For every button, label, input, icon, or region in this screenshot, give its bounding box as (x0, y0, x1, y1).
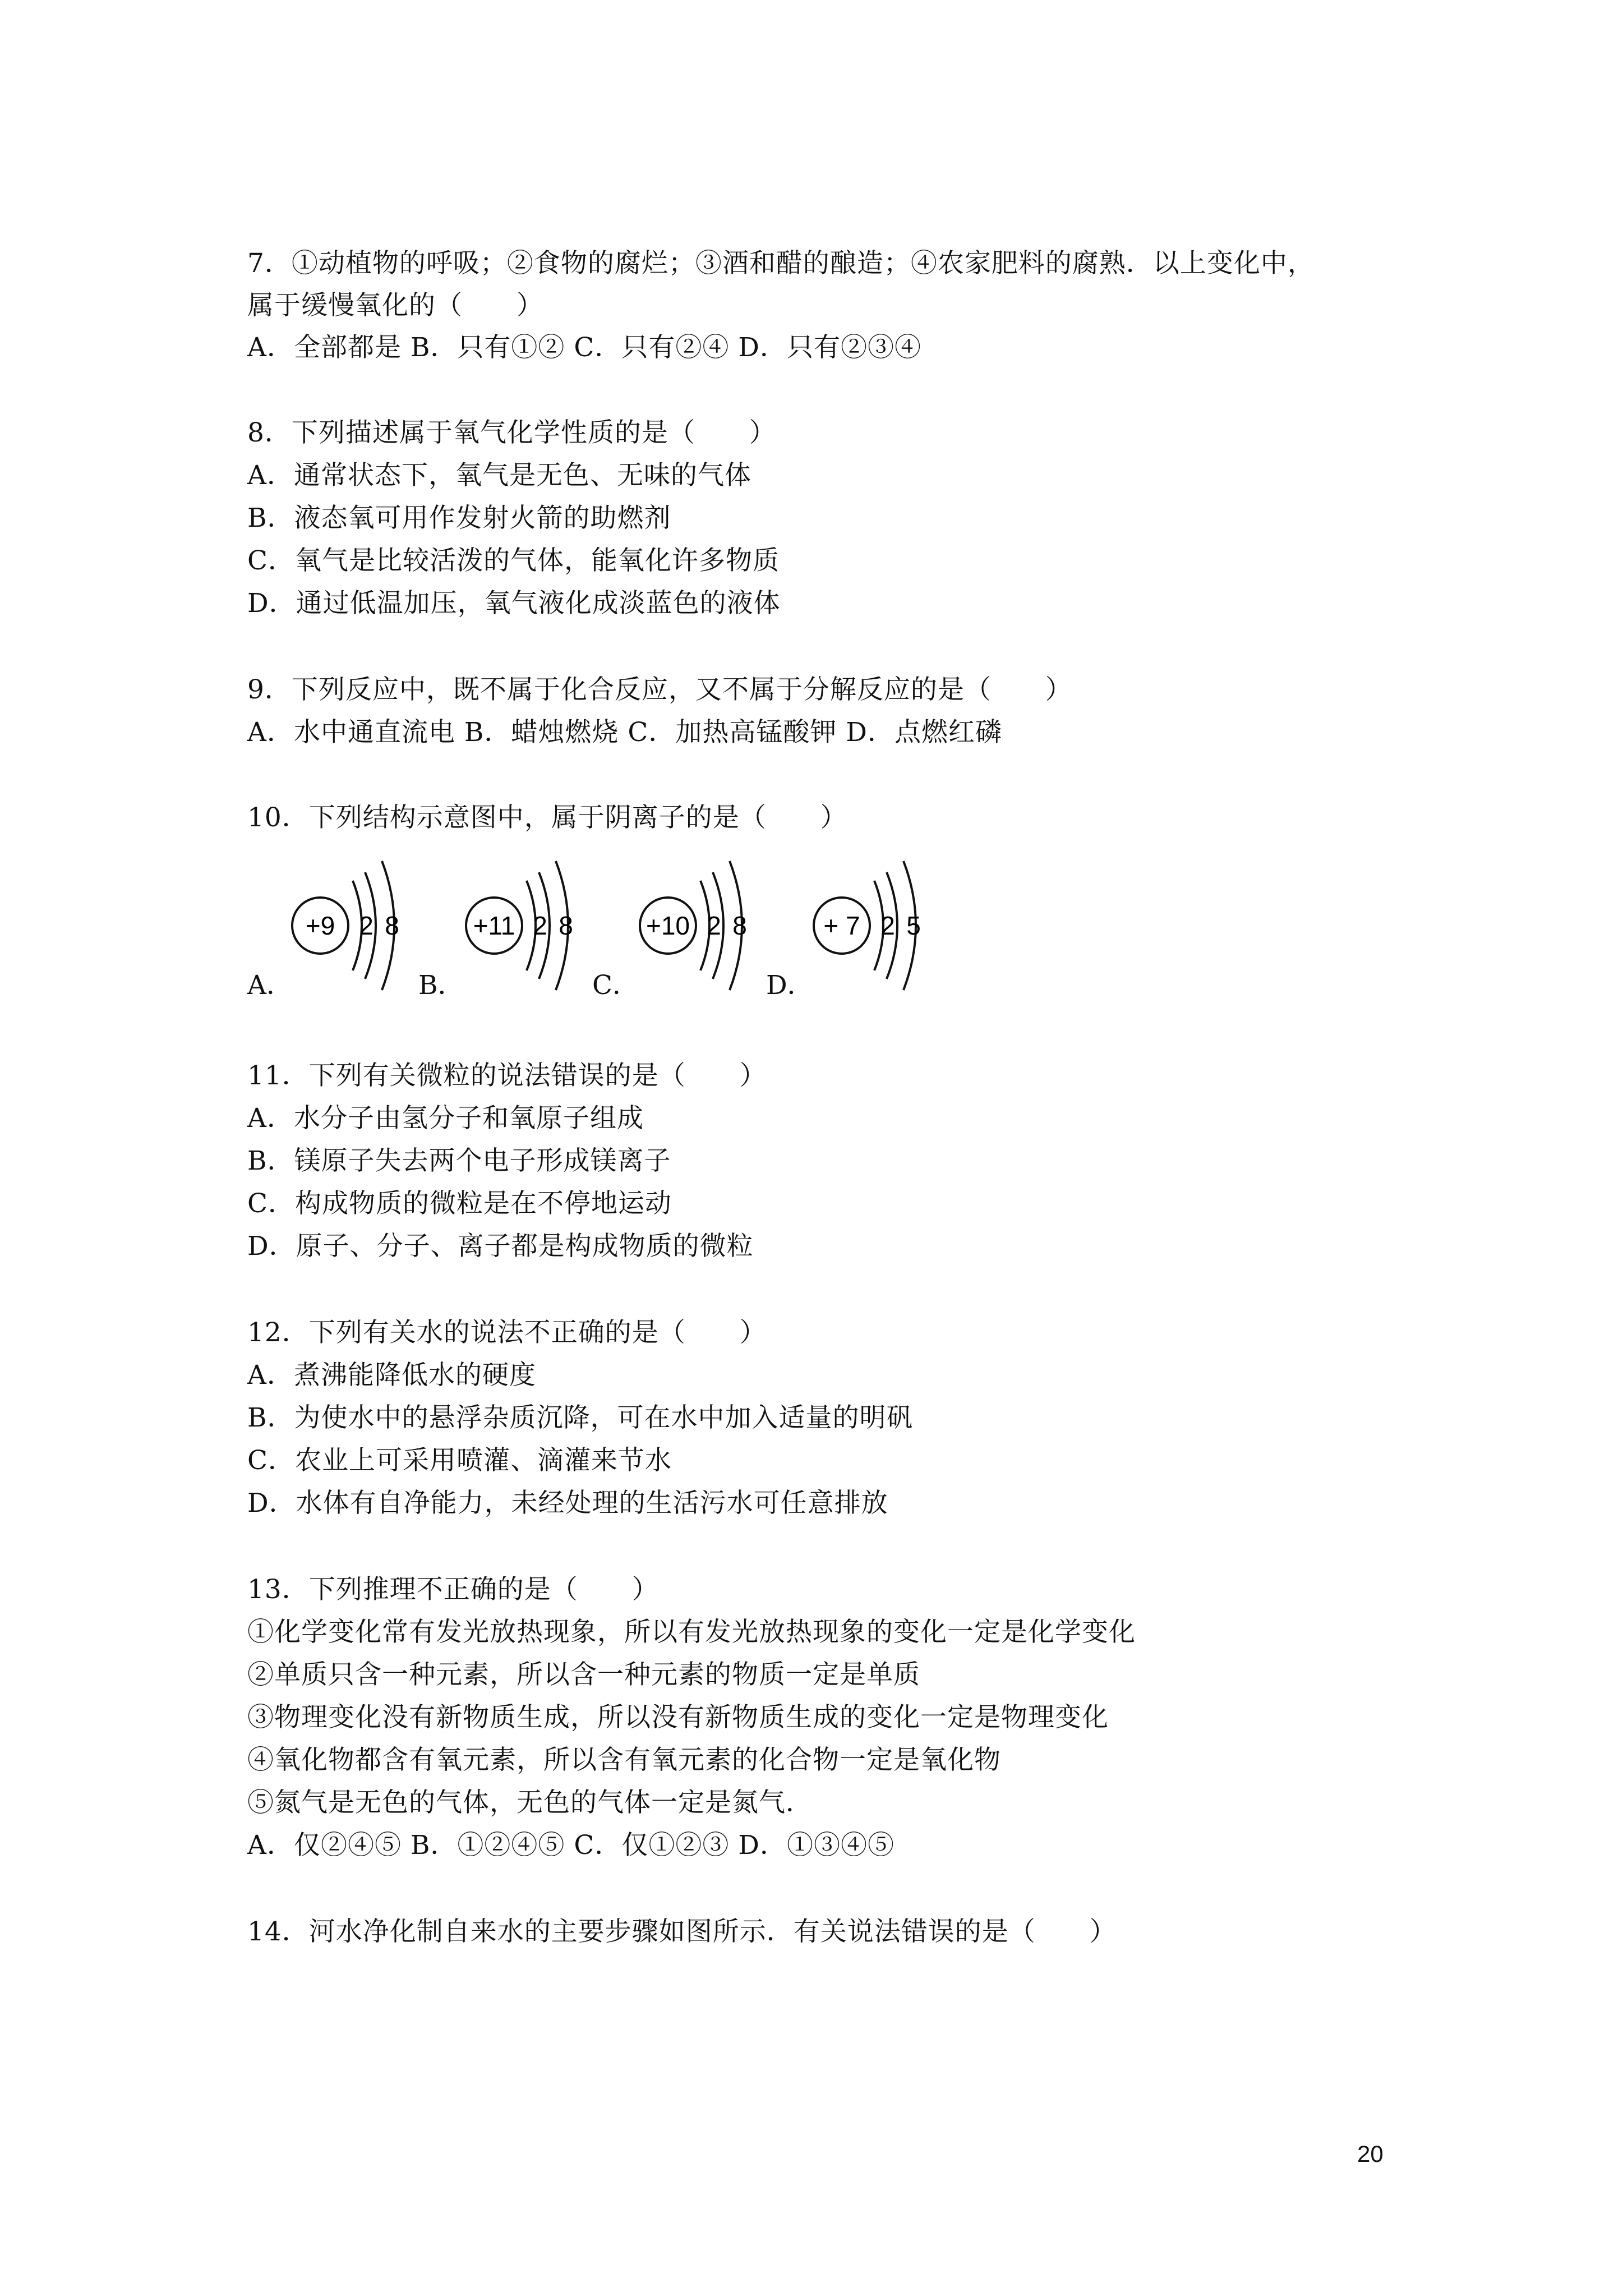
q10-atom-d-diagram (808, 850, 954, 1001)
q12-option-a: A．煮沸能降低水的硬度 (247, 1360, 536, 1391)
q8-option-c: C．氧气是比较活泼的气体，能氧化许多物质 (247, 545, 780, 576)
q13-statement-4: ④氧化物都含有氧元素，所以含有氧元素的化合物一定是氧化物 (247, 1745, 1001, 1775)
q8-option-b: B．液态氧可用作发射火箭的助燃剂 (247, 503, 671, 533)
atom-a-nucleus: +9 (305, 911, 335, 940)
atom-d-nucleus: + 7 (823, 911, 860, 940)
q10-atom-b-diagram (460, 850, 606, 1001)
q8-option-a: A．通常状态下，氧气是无色、无味的气体 (247, 460, 751, 491)
atom-c-shell1: 2 (707, 911, 721, 940)
atom-d-shell1: 2 (880, 911, 895, 940)
atom-b-shell1: 2 (533, 911, 547, 940)
q12-option-c: C．农业上可采用喷灌、滴灌来节水 (247, 1445, 672, 1476)
q12-option-b: B．为使水中的悬浮杂质沉降，可在水中加入适量的明矾 (247, 1402, 914, 1433)
q12-stem: 12．下列有关水的说法不正确的是（ ） (247, 1317, 767, 1348)
q12-option-d: D．水体有自净能力，未经处理的生活污水可任意排放 (247, 1488, 888, 1519)
atom-c-nucleus: +10 (645, 911, 690, 940)
q10-option-b-letter: B． (418, 970, 464, 1001)
q13-statement-5: ⑤氮气是无色的气体，无色的气体一定是氮气． (247, 1787, 813, 1818)
q13-statement-2: ②单质只含一种元素，所以含一种元素的物质一定是单质 (247, 1659, 920, 1690)
q10-structure-diagrams (247, 850, 976, 1001)
atom-b-shell2: 8 (559, 911, 573, 940)
q11-option-c: C．构成物质的微粒是在不停地运动 (247, 1188, 672, 1219)
q9-options: A．水中通直流电 B．蜡烛燃烧 C．加热高锰酸钾 D．点燃红磷 (247, 717, 1002, 748)
q7-stem-line2: 属于缓慢氧化的（ ） (247, 290, 543, 321)
q10-option-d-letter: D． (766, 970, 814, 1001)
atom-d-shell2: 5 (906, 911, 921, 940)
q10-atom-a-diagram (287, 850, 432, 1001)
atom-structure-icon (808, 850, 954, 1001)
q13-stem: 13．下列推理不正确的是（ ） (247, 1574, 659, 1605)
q10-option-a-letter: A． (247, 970, 293, 1001)
q7-options: A．全部都是 B．只有①② C．只有②④ D．只有②③④ (247, 332, 921, 363)
q11-stem: 11．下列有关微粒的说法错误的是（ ） (247, 1060, 767, 1091)
q10-atom-c-diagram (634, 850, 780, 1001)
q9-stem: 9．下列反应中，既不属于化合反应，又不属于分解反应的是（ ） (247, 674, 1072, 705)
q8-stem: 8．下列描述属于氧气化学性质的是（ ） (247, 417, 776, 448)
atom-c-shell2: 8 (732, 911, 747, 940)
q11-option-b: B．镁原子失去两个电子形成镁离子 (247, 1145, 671, 1176)
page-number: 20 (1357, 2141, 1384, 2167)
q10-option-c-letter: C． (592, 970, 639, 1001)
q13-statement-3: ③物理变化没有新物质生成，所以没有新物质生成的变化一定是物理变化 (247, 1702, 1109, 1733)
atom-b-nucleus: +11 (473, 911, 515, 940)
atom-a-shell2: 8 (385, 911, 399, 940)
q7-stem-line1: 7．①动植物的呼吸；②食物的腐烂；③酒和醋的酿造；④农家肥料的腐熟．以上变化中， (247, 248, 1315, 279)
q10-stem: 10．下列结构示意图中，属于阴离子的是（ ） (247, 802, 847, 833)
atom-a-shell1: 2 (359, 911, 374, 940)
q13-options: A．仅②④⑤ B．①②④⑤ C．仅①②③ D．①③④⑤ (247, 1830, 895, 1861)
atom-structure-icon (287, 850, 432, 1001)
atom-structure-icon (460, 850, 606, 1001)
q14-stem: 14．河水净化制自来水的主要步骤如图所示．有关说法错误的是（ ） (247, 1916, 1117, 1947)
atom-structure-icon (634, 850, 780, 1001)
q11-option-d: D．原子、分子、离子都是构成物质的微粒 (247, 1231, 754, 1262)
q8-option-d: D．通过低温加压，氧气液化成淡蓝色的液体 (247, 588, 781, 619)
q13-statement-1: ①化学变化常有发光放热现象，所以有发光放热现象的变化一定是化学变化 (247, 1617, 1136, 1648)
q11-option-a: A．水分子由氢分子和氧原子组成 (247, 1103, 644, 1134)
